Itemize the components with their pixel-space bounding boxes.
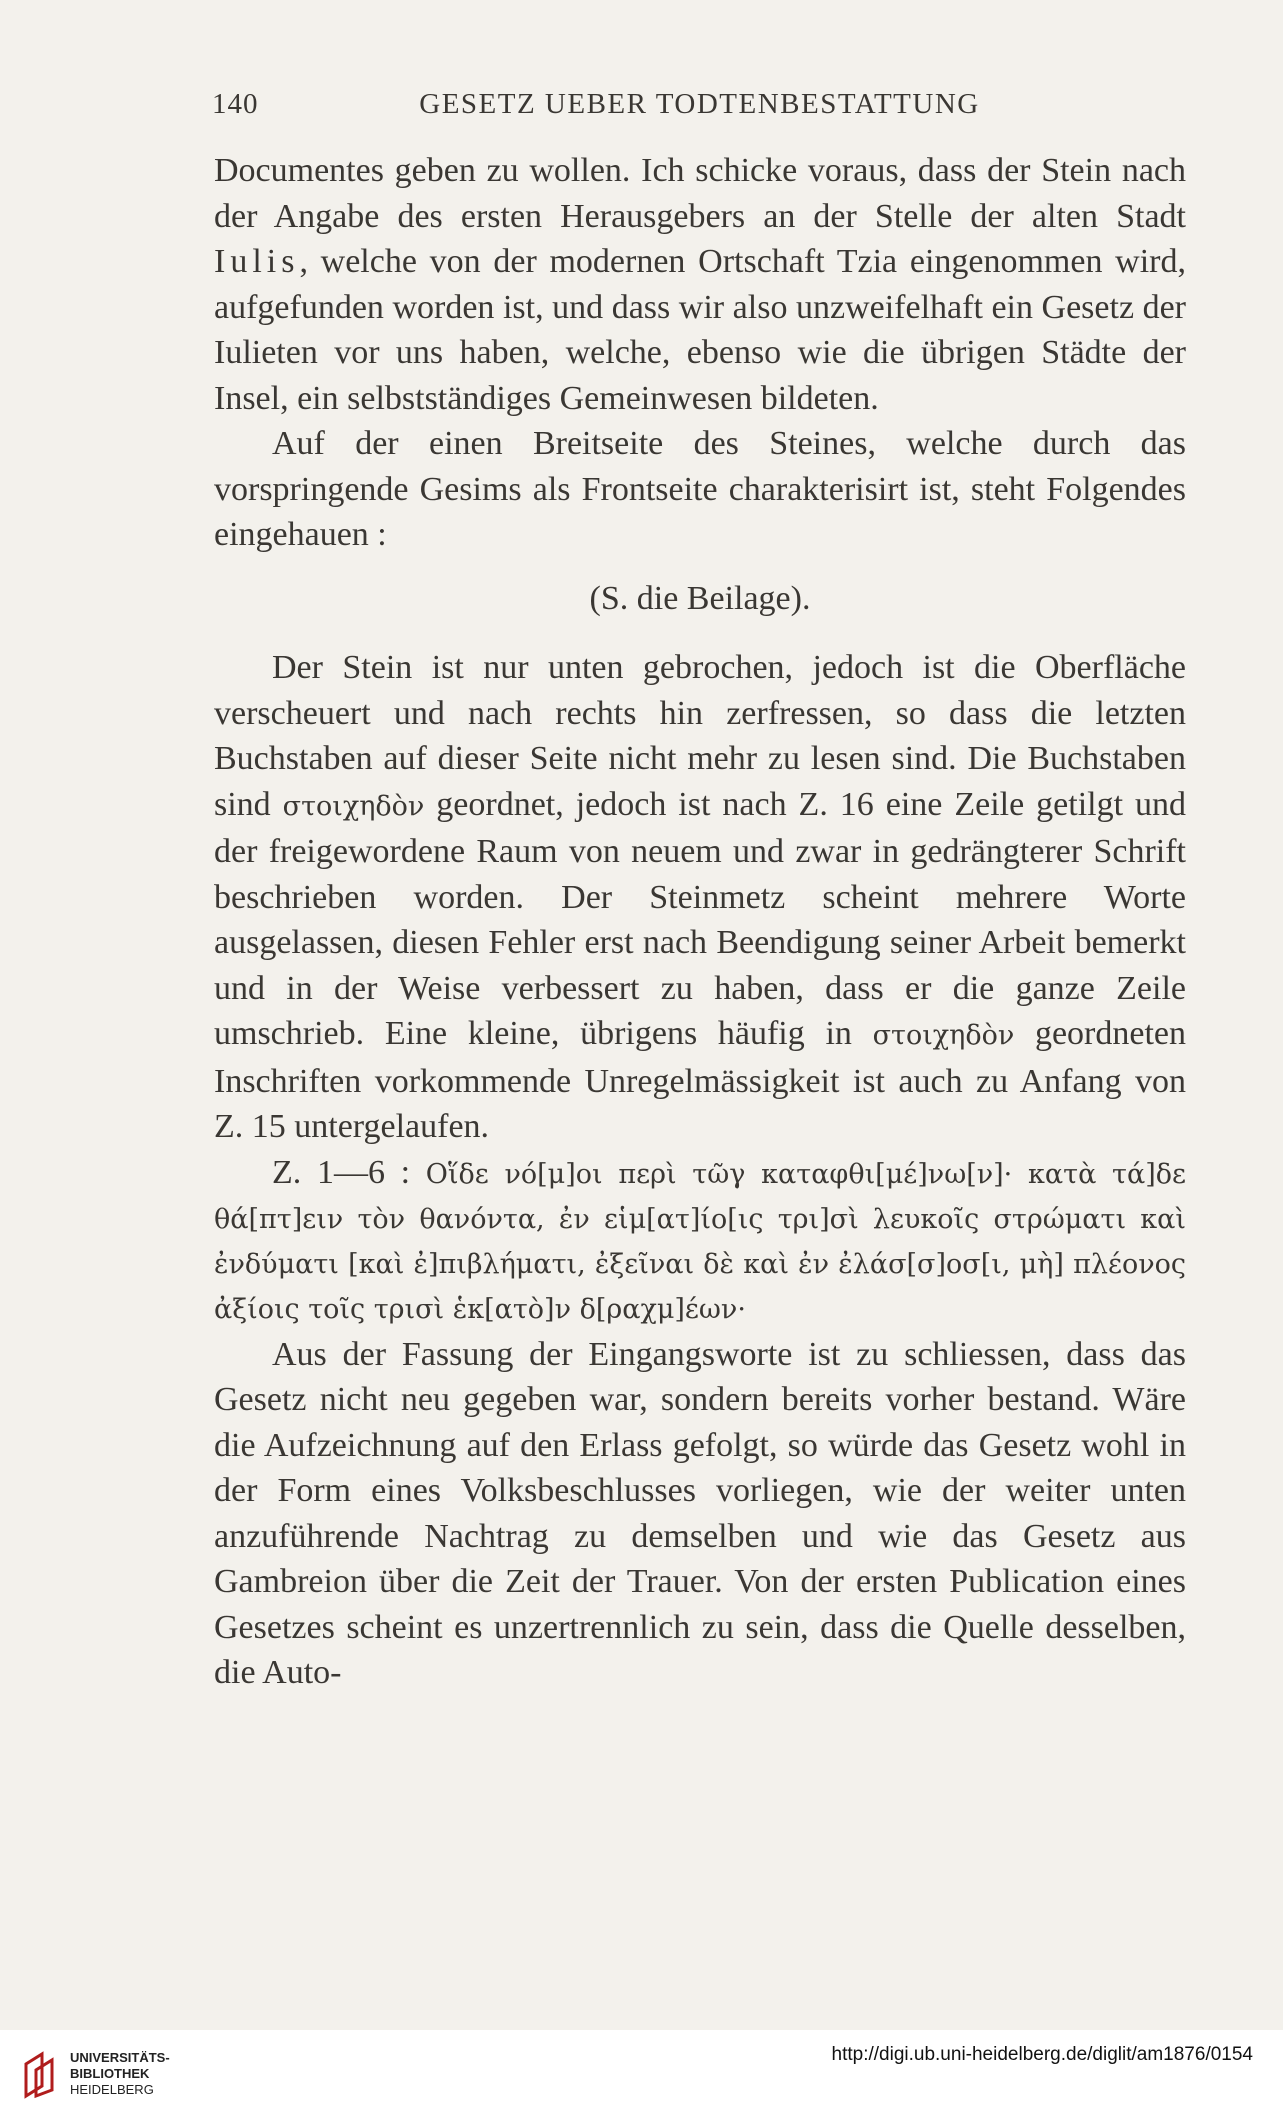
running-head — [212, 88, 1187, 128]
body-text — [214, 148, 1186, 1696]
library-logo-text — [70, 2050, 170, 2098]
paragraph-2: Auf der einen Breitseite des Steines, welche durch das vorspringende Gesims als Frontseite charakterisirt ist, steht Folgendes eingehauen : — [214, 425, 1186, 553]
paragraph-text: Der Stein ist nur unten gebrochen, jedoch ist die Oberfläche verscheuert und nach rechts hin zerfressen, so dass die letzten Buchstaben auf dieser Seite nicht mehr zu lesen sind. Die Buchstaben sind — [214, 649, 1186, 823]
spaced-name-iulis: Iulis — [214, 243, 300, 280]
greek-quotation — [214, 1150, 1186, 1332]
logo-line: UNIVERSITÄTS- — [70, 2050, 170, 2065]
page-number: 140 — [212, 88, 259, 120]
paragraph-text: geordnet, jedoch ist nach Z. 16 eine Zeile getilgt und der freigewordene Raum von neuem und zwar in gedrängterer Schrift beschrieben worden. Der Steinmetz scheint mehrere Worte ausgelassen, diesen Fehler erst nach Beendigung seiner Arbeit bemerkt und in der Weise verbessert zu haben, dass er die ganze Zeile umschrieb. Eine kleine, übrigens häufig in — [214, 785, 1187, 1052]
paragraph-text: geordneten Inschriften vorkommende Unregelmässigkeit ist auch zu Anfang von Z. 15 untergelaufen. — [214, 1015, 1187, 1145]
paragraph-text: Documentes geben zu wollen. Ich schicke voraus, dass der Stein nach der Angabe des ersten Herausgebers an der Stelle der alten Stadt — [214, 152, 1186, 235]
greek-term: στοιχηδὸν — [282, 790, 425, 822]
library-logo[interactable] — [22, 2046, 170, 2106]
paragraph-5: Aus der Fassung der Eingangsworte ist zu schliessen, dass das Gesetz nicht neu gegeben war, sondern bereits vorher bestand. Wäre die Aufzeichnung auf den Erlass gefolgt, so würde das Gesetz wohl in der Form eines Volksbeschlusses vorliegen, wie der weiter unten anzuführende Nachtrag zu demselben und wie das Gesetz aus Gambreion über die Zeit der Trauer. Von der ersten Publication eines Gesetzes scheint es unzertrennlich zu sein, dass die Quelle desselben, die Auto- — [214, 1335, 1186, 1691]
running-head-title: GESETZ UEBER TODTENBESTATTUNG — [419, 88, 980, 120]
paragraph-1 — [214, 148, 1186, 421]
paragraph-text: , welche von der modernen Ortschaft Tzia eingenommen wird, aufgefunden worden ist, und dass wir also unzweifelhaft ein Gesetz der Iulieten vor uns haben, welche, ebenso wie die übrigen Städte der Insel, ein selbstständiges Gemeinwesen bildeten. — [214, 243, 1186, 417]
greek-term: στοιχηδὸν — [872, 1020, 1015, 1051]
library-logo-icon — [22, 2050, 58, 2100]
footer-bar — [0, 2030, 1283, 2121]
paragraph-3 — [214, 645, 1186, 1150]
beilage-reference: (S. die Beilage). — [589, 579, 811, 617]
logo-line: HEIDELBERG — [70, 2082, 154, 2097]
line-reference: Z. 1—6 : — [272, 1153, 426, 1191]
logo-line: BIBLIOTHEK — [70, 2066, 150, 2081]
greek-inscription-text: Οἵδε νό[μ]οι περὶ τῶγ καταφθι[μέ]νω[ν]· κατὰ τά]δε θά[πτ]ειν τὸν θανόντα, ἐν εἱμ[ατ]ίο[ις τρι]σὶ λευκοῖς στρώματι καὶ ἐνδύματι [καὶ ἐ]πιβλήματι, ἐξεῖναι δὲ καὶ ἐν ἐλάσ[σ]οσ[ι, μὴ] πλέονος ἀξίοις τοῖς τρισὶ ἑκ[ατὸ]ν δ[ραχμ]έων· — [214, 1158, 1187, 1325]
source-url-link[interactable]: http://digi.ub.uni-heidelberg.de/diglit/am1876/0154 — [831, 2044, 1253, 2065]
